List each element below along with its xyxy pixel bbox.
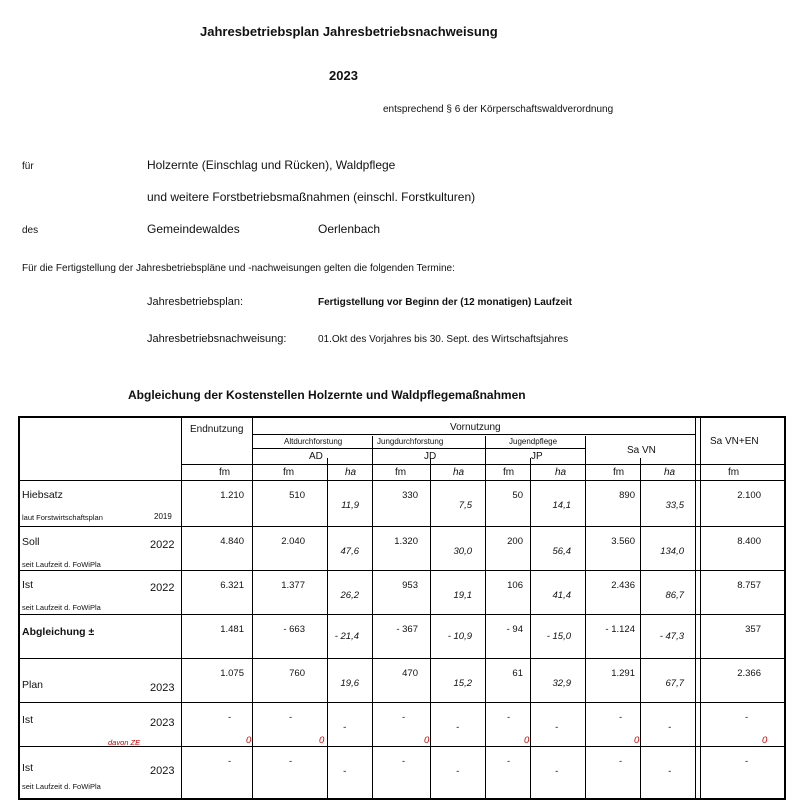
cell-tot: 8.400 [737, 536, 761, 547]
cell-jd_fm: - [402, 712, 406, 723]
table-vline [327, 458, 328, 798]
cell-vn_fm: 2.436 [611, 580, 635, 591]
row-year: 2022 [150, 539, 175, 551]
cell-jp_fm: 106 [507, 580, 523, 591]
cell-ad_ha: 47,6 [340, 546, 359, 557]
nachweis-label: Jahresbetriebsnachweisung: [147, 333, 287, 345]
des-label: des [22, 225, 39, 236]
cell-ad_fm: - 663 [283, 624, 305, 635]
cell-jp_fm: 50 [512, 490, 523, 501]
table-vline [372, 436, 373, 798]
cell-jd_ha: 15,2 [453, 678, 472, 689]
unit-fm: fm [728, 467, 740, 478]
row-label: Ist [22, 579, 34, 591]
cell-en: 4.840 [220, 536, 244, 547]
cell-jd_ha: 7,5 [458, 500, 472, 511]
fuer-label: für [22, 161, 34, 172]
cell-jp_ha: - [555, 766, 559, 777]
row-label: Plan [22, 679, 44, 691]
row-year: 2019 [154, 512, 172, 521]
cell-jp_fm: - [507, 756, 511, 767]
cell-jd_fm: - [402, 756, 406, 767]
cell-en: - [228, 756, 232, 767]
plan-value: Fertigstellung vor Beginn der (12 monatigen) Laufzeit [318, 297, 572, 308]
cell-en: 1.210 [220, 490, 244, 501]
cell-jd_fm: 1.320 [394, 536, 418, 547]
cell-en: 1.075 [220, 668, 244, 679]
table-vline [252, 418, 253, 798]
cell-jd_ha: - [456, 722, 460, 733]
cell-ad_fm: - [289, 756, 293, 767]
row-sub: laut Forstwirtschaftsplan [22, 513, 103, 522]
cell-tot: - [745, 756, 749, 767]
cell-jp_ha: 56,4 [552, 546, 571, 557]
cell-jd_ha: - 10,9 [447, 631, 472, 642]
cell-zero: 0 [246, 735, 252, 746]
table-hline [20, 526, 784, 527]
unit-ha: ha [345, 467, 357, 478]
cell-jd_fm: 330 [402, 490, 418, 501]
cell-tot: 8.757 [737, 580, 761, 591]
table-vline [695, 418, 696, 798]
cell-vn_ha: - 47,3 [659, 631, 684, 642]
des-place: Oerlenbach [318, 222, 381, 236]
kostenstellen-table [18, 416, 786, 800]
unit-ha: ha [664, 467, 676, 478]
cell-vn_ha: - [668, 722, 672, 733]
table-vline [700, 418, 701, 798]
cell-vn_fm: - [619, 756, 623, 767]
cell-zero: 0 [424, 735, 430, 746]
cell-vn_ha: 67,7 [665, 678, 684, 689]
header-jp: JP [531, 451, 543, 462]
table-title: Abgleichung der Kostenstellen Holzernte und Waldpflegemaßnahmen [128, 388, 526, 402]
cell-tot: - [745, 712, 749, 723]
cell-ad_ha: 11,9 [341, 500, 359, 511]
cell-tot: 2.100 [737, 490, 761, 501]
cell-jp_ha: 41,4 [552, 590, 571, 601]
document-title: Jahresbetriebsplan Jahresbetriebsnachweisung [200, 24, 498, 39]
plan-label: Jahresbetriebsplan: [147, 296, 244, 308]
cell-vn_fm: - [619, 712, 623, 723]
table-hline [20, 480, 784, 481]
row-year: 2023 [150, 765, 175, 777]
cell-jp_fm: - 94 [506, 624, 523, 635]
cell-vn_ha: 86,7 [665, 590, 684, 601]
cell-vn_fm: 3.560 [611, 536, 635, 547]
row-note-davon-ze: davon ZE [108, 738, 141, 747]
table-vline [430, 458, 431, 798]
table-vline [585, 436, 586, 798]
nachweis-value: 01.Okt des Vorjahres bis 30. Sept. des Wirtschaftsjahres [318, 334, 569, 345]
table-hline [20, 570, 784, 571]
termine-intro: Für die Fertigstellung der Jahresbetriebspläne und -nachweisungen gelten die folgenden Termine: [22, 263, 455, 274]
row-label: Soll [22, 536, 40, 548]
table-hline [20, 702, 784, 703]
header-jd: JD [424, 451, 437, 462]
cell-ad_ha: - 21,4 [334, 631, 359, 642]
cell-jp_fm: 61 [512, 668, 523, 679]
cell-jd_ha: - [456, 766, 460, 777]
header-ad: AD [309, 451, 323, 462]
fuer-line1: Holzernte (Einschlag und Rücken), Waldpflege [147, 158, 396, 172]
header-endnutzung: Endnutzung [190, 424, 244, 435]
cell-jd_fm: - 367 [396, 624, 418, 635]
cell-ad_ha: - [343, 766, 347, 777]
cell-ad_fm: 510 [289, 490, 305, 501]
cell-en: 1.481 [220, 624, 244, 635]
row-label: Ist [22, 762, 34, 774]
header-jungdurch: Jungdurchforstung [377, 437, 444, 446]
unit-fm: fm [613, 467, 625, 478]
cell-ad_ha: - [343, 722, 347, 733]
cell-ad_ha: 26,2 [340, 590, 359, 601]
cell-ad_ha: 19,6 [340, 678, 359, 689]
cell-vn_ha: 134,0 [660, 546, 684, 557]
header-jugend: Jugendpflege [509, 437, 558, 446]
header-altdurch: Altdurchforstung [284, 437, 343, 446]
cell-zero: 0 [634, 735, 640, 746]
cell-vn_fm: 1.291 [611, 668, 635, 679]
table-hline [181, 464, 786, 465]
cell-vn_ha: 33,5 [665, 500, 684, 511]
cell-ad_fm: 760 [289, 668, 305, 679]
cell-jp_fm: - [507, 712, 511, 723]
unit-fm: fm [503, 467, 515, 478]
table-vline [640, 458, 641, 798]
cell-en: - [228, 712, 232, 723]
cell-ad_fm: 2.040 [281, 536, 305, 547]
header-savnen: Sa VN+EN [710, 436, 759, 447]
cell-vn_fm: 890 [619, 490, 635, 501]
row-label: Ist [22, 714, 34, 726]
fuer-line2: und weitere Forstbetriebsmaßnahmen (einschl. Forstkulturen) [147, 190, 476, 204]
unit-ha: ha [555, 467, 567, 478]
cell-jp_ha: - [555, 722, 559, 733]
row-sub: seit Laufzeit d. FoWiPla [22, 603, 101, 612]
cell-ad_fm: - [289, 712, 293, 723]
cell-zero: 0 [524, 735, 530, 746]
cell-tot: 357 [745, 624, 761, 635]
table-vline [530, 458, 531, 798]
cell-jd_ha: 19,1 [453, 590, 472, 601]
unit-fm: fm [283, 467, 295, 478]
cell-vn_ha: - [668, 766, 672, 777]
row-label: Hiebsatz [22, 489, 63, 501]
cell-jd_fm: 470 [402, 668, 418, 679]
header-vornutzung: Vornutzung [450, 422, 501, 433]
cell-en: 6.321 [220, 580, 244, 591]
document-year: 2023 [329, 68, 358, 83]
unit-fm: fm [395, 467, 407, 478]
cell-vn_fm: - 1.124 [605, 624, 635, 635]
cell-jp_ha: 32,9 [552, 678, 571, 689]
table-hline [252, 434, 695, 435]
table-hline [252, 448, 585, 449]
document-subtitle: entsprechend § 6 der Körperschaftswaldverordnung [383, 104, 614, 115]
des-name: Gemeindewaldes [147, 222, 240, 236]
row-year: 2022 [150, 582, 175, 594]
header-savn: Sa VN [627, 445, 656, 456]
cell-zero: 0 [319, 735, 325, 746]
cell-tot: 2.366 [737, 668, 761, 679]
cell-jp_ha: 14,1 [552, 500, 571, 511]
cell-jp_fm: 200 [507, 536, 523, 547]
row-year: 2023 [150, 717, 175, 729]
row-sub: seit Laufzeit d. FoWiPla [22, 560, 101, 569]
cell-jd_fm: 953 [402, 580, 418, 591]
unit-ha: ha [453, 467, 465, 478]
table-hline [20, 614, 784, 615]
row-year: 2023 [150, 682, 175, 694]
unit-fm: fm [219, 467, 231, 478]
cell-ad_fm: 1.377 [281, 580, 305, 591]
table-vline [485, 436, 486, 798]
table-vline [181, 418, 182, 798]
row-sub: seit Laufzeit d. FoWiPla [22, 782, 101, 791]
cell-zero: 0 [762, 735, 768, 746]
cell-jd_ha: 30,0 [453, 546, 472, 557]
cell-jp_ha: - 15,0 [546, 631, 571, 642]
table-hline [20, 658, 784, 659]
row-label: Abgleichung ± [22, 626, 95, 638]
